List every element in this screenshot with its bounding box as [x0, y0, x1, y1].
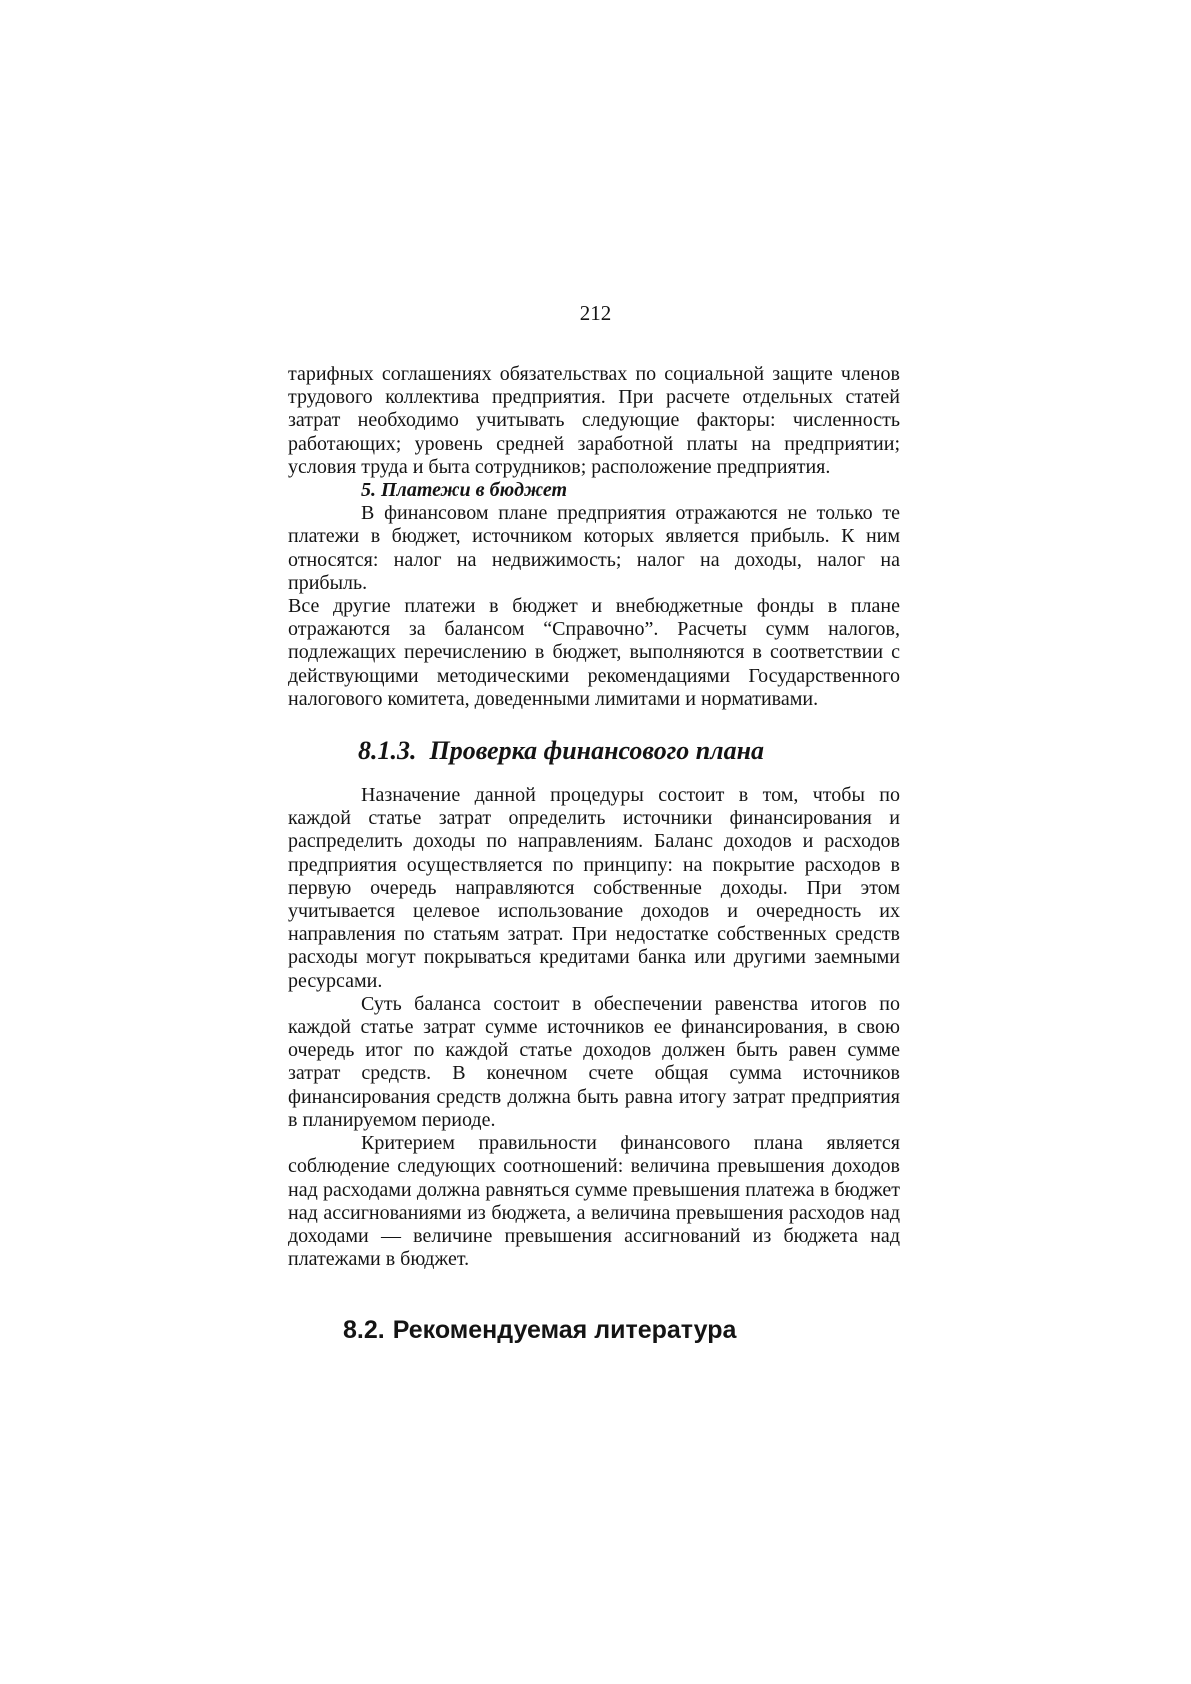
paragraph-continuation — [288, 363, 900, 479]
text-line: тарифных соглашениях обязательствах по социальной защите членов — [288, 363, 900, 385]
text-line: отражаются за балансом “Справочно”. Расчеты сумм налогов, — [288, 618, 900, 641]
text-line: платежами в бюджет. — [288, 1248, 470, 1271]
text-line: над ассигнованиями из бюджета, а величина превышения расходов над — [288, 1201, 900, 1224]
section-8-2-number: 8.2. — [343, 1316, 385, 1345]
text-line: действующими методическими рекомендациями Государственного — [288, 664, 900, 687]
section-8-2-title: Рекомендуемая литература — [392, 1316, 737, 1345]
text-line: каждой статье затрат определить источники финансирования и — [288, 807, 900, 830]
section-8-1-3-title: Проверка финансового плана — [429, 736, 765, 766]
text-line: трудового коллектива предприятия. При расчете отдельных статей — [288, 386, 900, 409]
page-number: 212 — [579, 301, 612, 325]
text-line: работающих; уровень средней заработной платы на предприятии; — [288, 432, 900, 455]
text-line: доходами — величине превышения ассигнований из бюджета над — [288, 1224, 900, 1247]
paragraph-budget-payments — [288, 502, 900, 711]
text-line: очередь итог по каждой статье доходов должен быть равен сумме — [288, 1039, 900, 1062]
paragraph-balance-essence — [288, 993, 900, 1132]
paragraph-correctness-criterion — [288, 1132, 900, 1271]
text-line: Все другие платежи в бюджет и внебюджетные фонды в плане — [288, 595, 900, 618]
subheading-payments-to-budget: 5. Платежи в бюджет — [361, 479, 568, 502]
text-line: относятся: налог на недвижимость; налог на доходы, налог на прибыль. — [288, 548, 900, 594]
section-heading-8-1-3 — [358, 733, 900, 769]
text-line: затрат необходимо учитывать следующие факторы: численность — [288, 409, 900, 432]
text-line: соблюдение следующих соотношений: величина превышения доходов — [288, 1155, 900, 1178]
text-line: первую очередь направляются собственные доходы. При этом — [288, 876, 900, 899]
text-line: подлежащих перечислению в бюджет, выполняются в соответствии с — [288, 641, 900, 664]
section-heading-8-2 — [343, 1313, 900, 1347]
text-line: условия труда и быта сотрудников; расположение предприятия. — [288, 455, 831, 478]
text-line: направления по статьям затрат. При недостатке собственных средств — [288, 923, 900, 946]
text-column — [288, 363, 900, 1347]
text-line: каждой статье затрат сумме источников ее финансирования, в свою — [288, 1016, 900, 1039]
text-line: над расходами должна равняться сумме превышения платежа в бюджет — [288, 1178, 900, 1201]
text-line: платежи в бюджет, источником которых является прибыль. К ним — [288, 525, 900, 548]
section-8-1-3-number: 8.1.3. — [358, 736, 417, 766]
text-line: предприятия осуществляется по принципу: на покрытие расходов в — [288, 853, 900, 876]
text-line: затрат средств. В конечном счете общая сумма источников — [288, 1062, 900, 1085]
text-line: ресурсами. — [288, 969, 383, 992]
text-line: В финансовом плане предприятия отражаются не только те — [361, 502, 900, 525]
text-line: Критерием правильности финансового плана является — [361, 1132, 900, 1155]
text-line: в планируемом периоде. — [288, 1108, 496, 1131]
text-line: Суть баланса состоит в обеспечении равенства итогов по — [361, 992, 900, 1015]
text-line: Назначение данной процедуры состоит в том, чтобы по — [361, 784, 900, 807]
text-line: налогового комитета, доведенными лимитами и нормативами. — [288, 687, 819, 710]
text-line: расходы могут покрываться кредитами банка или другими заемными — [288, 946, 900, 969]
paragraph-procedure-purpose — [288, 784, 900, 993]
text-line: учитывается целевое использование доходов и очередность их — [288, 900, 900, 923]
text-line: финансирования средств должна быть равна итогу затрат предприятия — [288, 1085, 900, 1108]
text-line: распределить доходы по направлениям. Баланс доходов и расходов — [288, 830, 900, 853]
